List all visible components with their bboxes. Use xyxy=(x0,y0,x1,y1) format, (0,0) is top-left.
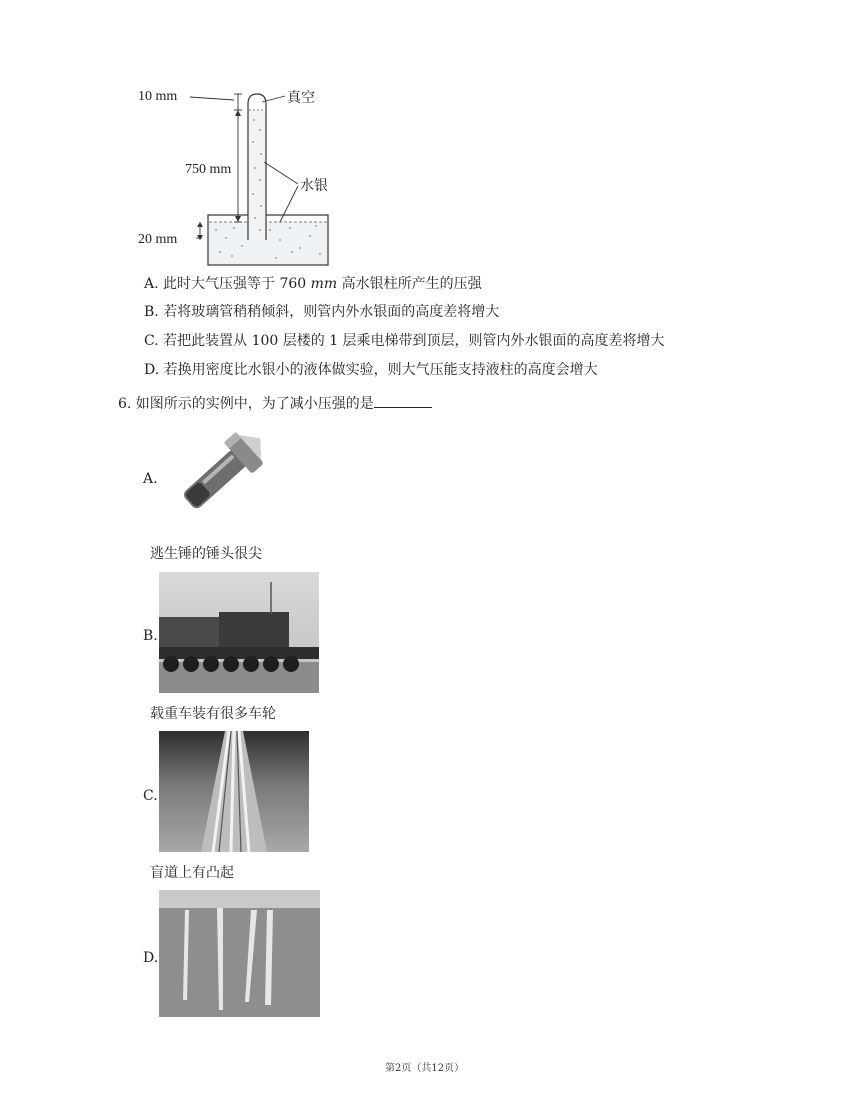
q5-option-d-letter: D. xyxy=(144,362,160,378)
q5-option-d-text: 若换用密度比水银小的液体做实验，则大气压能支持液柱的高度会增大 xyxy=(163,362,598,378)
q5-option-c-letter: C. xyxy=(144,333,159,349)
label-mercury: 水银 xyxy=(300,178,328,194)
q6-option-c-caption: 盲道上有凸起 xyxy=(150,865,234,881)
label-750mm: 750 mm xyxy=(185,162,232,177)
q5-option-a-text: 此时大气压强等于 760 xyxy=(163,276,311,292)
q6-option-b-letter: B. xyxy=(143,628,158,644)
page-footer: 第2页（共12页） xyxy=(385,1063,465,1074)
escape-hammer-image xyxy=(158,415,278,535)
q5-option-d xyxy=(144,361,598,379)
q5-option-b-letter: B. xyxy=(144,304,159,320)
q5-option-a-unit: mm xyxy=(310,276,338,292)
q5-option-b xyxy=(144,303,499,321)
tactile-paving-image xyxy=(159,731,309,852)
q6-option-a-letter: A. xyxy=(143,471,158,487)
q6-stem xyxy=(118,393,432,413)
q5-option-a-letter: A. xyxy=(144,276,159,292)
q6-option-b-caption: 载重车装有很多车轮 xyxy=(150,706,276,722)
heavy-truck-image xyxy=(159,572,319,693)
q5-option-a-text-after: 高水银柱所产生的压强 xyxy=(337,276,482,292)
label-20mm: 20 mm xyxy=(138,232,178,247)
answer-blank[interactable] xyxy=(374,393,432,408)
q6-stem-text: 6. 如图所示的实例中，为了减小压强的是 xyxy=(118,396,374,412)
barometer-figure xyxy=(130,80,370,270)
q5-option-b-text: 若将玻璃管稍稍倾斜，则管内外水银面的高度差将增大 xyxy=(163,304,500,320)
q5-option-c-text: 若把此装置从 100 层楼的 1 层乘电梯带到顶层，则管内外水银面的高度差将增大 xyxy=(163,333,665,349)
label-10mm: 10 mm xyxy=(138,89,178,104)
q6-option-d-letter: D. xyxy=(143,950,159,966)
option-d-image xyxy=(159,890,320,1017)
q5-option-c xyxy=(144,332,665,350)
q6-option-a-caption: 逃生锤的锤头很尖 xyxy=(150,546,262,562)
q5-option-a xyxy=(144,275,482,293)
label-vacuum: 真空 xyxy=(287,90,315,106)
q6-option-c-letter: C. xyxy=(143,788,158,804)
